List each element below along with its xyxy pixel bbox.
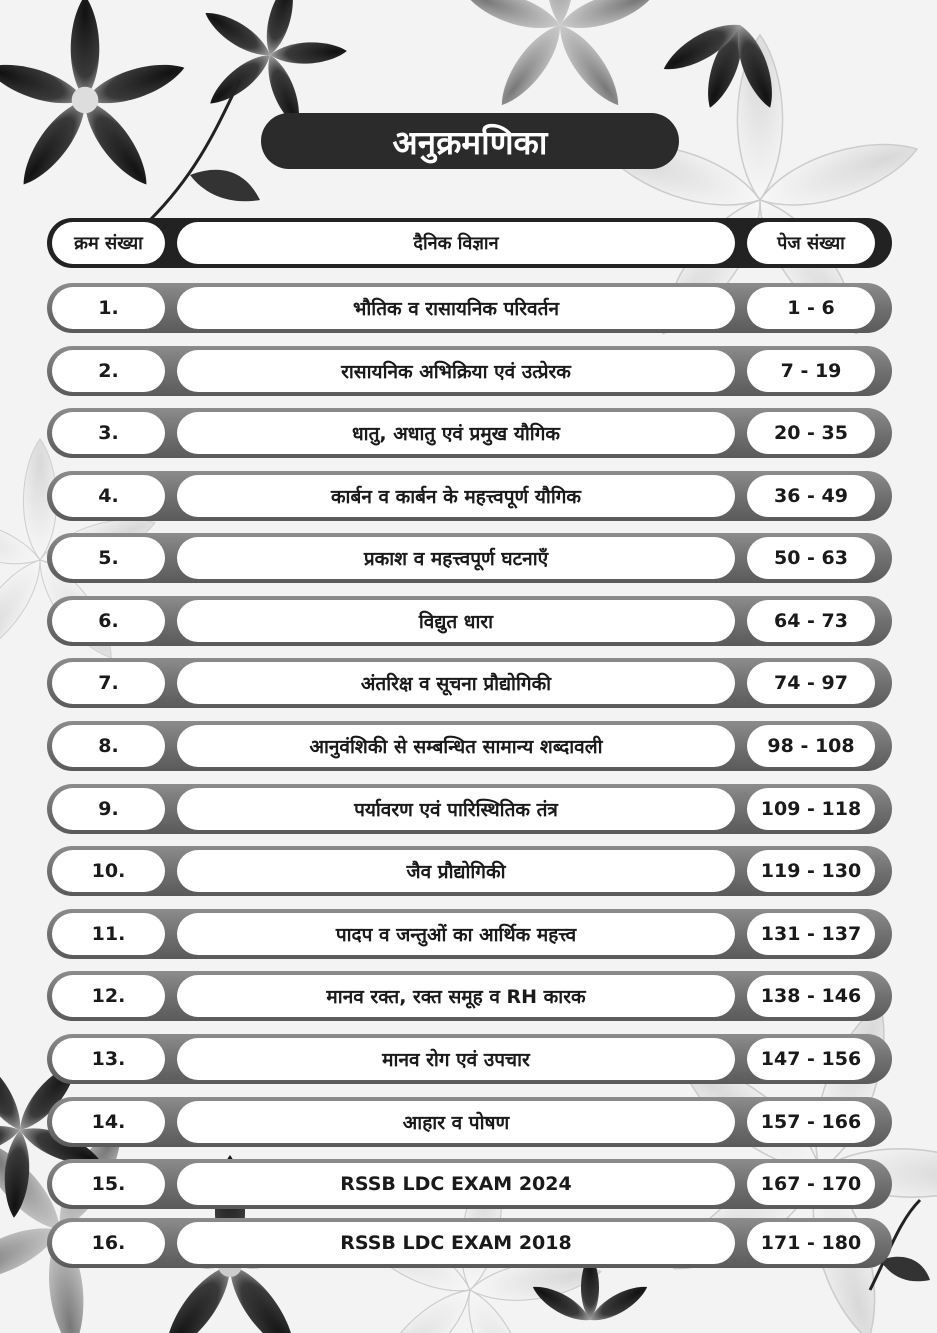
row-pages: 109 - 118 [747,788,875,830]
table-row[interactable] [47,846,892,896]
row-topic: जैव प्रौद्योगिकी [177,850,735,892]
row-pages: 36 - 49 [747,475,875,517]
table-row[interactable] [47,408,892,458]
row-number: 5. [52,537,165,579]
row-pages: 167 - 170 [747,1163,875,1205]
row-pages: 171 - 180 [747,1222,875,1264]
header-number: क्रम संख्या [52,222,165,264]
row-number: 8. [52,725,165,767]
table-row[interactable] [47,1218,892,1268]
row-pages: 157 - 166 [747,1101,875,1143]
row-pages: 138 - 146 [747,975,875,1017]
header-pages: पेज संख्या [747,222,875,264]
row-pages: 74 - 97 [747,662,875,704]
table-row[interactable] [47,971,892,1021]
row-topic: कार्बन व कार्बन के महत्त्वपूर्ण यौगिक [177,475,735,517]
row-topic: मानव रक्त, रक्त समूह व RH कारक [177,975,735,1017]
table-row[interactable] [47,533,892,583]
row-topic: भौतिक व रासायनिक परिवर्तन [177,287,735,329]
row-number: 10. [52,850,165,892]
row-number: 1. [52,287,165,329]
row-topic: विद्युत धारा [177,600,735,642]
row-number: 14. [52,1101,165,1143]
row-topic: धातु, अधातु एवं प्रमुख यौगिक [177,412,735,454]
table-row[interactable] [47,346,892,396]
row-pages: 50 - 63 [747,537,875,579]
row-topic: पादप व जन्तुओं का आर्थिक महत्त्व [177,913,735,955]
row-number: 15. [52,1163,165,1205]
row-number: 11. [52,913,165,955]
row-topic: अंतरिक्ष व सूचना प्रौद्योगिकी [177,662,735,704]
table-row[interactable] [47,784,892,834]
page-title: अनुक्रमणिका [261,113,679,169]
row-pages: 98 - 108 [747,725,875,767]
table-row[interactable] [47,658,892,708]
table-row[interactable] [47,1034,892,1084]
header-topic: दैनिक विज्ञान [177,222,735,264]
row-number: 13. [52,1038,165,1080]
row-number: 7. [52,662,165,704]
row-number: 6. [52,600,165,642]
row-pages: 147 - 156 [747,1038,875,1080]
table-row[interactable] [47,909,892,959]
row-number: 12. [52,975,165,1017]
row-topic: आहार व पोषण [177,1101,735,1143]
row-topic: पर्यावरण एवं पारिस्थितिक तंत्र [177,788,735,830]
row-pages: 20 - 35 [747,412,875,454]
table-row[interactable] [47,1159,892,1209]
row-number: 16. [52,1222,165,1264]
row-number: 3. [52,412,165,454]
row-topic: रासायनिक अभिक्रिया एवं उत्प्रेरक [177,350,735,392]
row-topic: मानव रोग एवं उपचार [177,1038,735,1080]
row-pages: 131 - 137 [747,913,875,955]
row-pages: 7 - 19 [747,350,875,392]
table-row[interactable] [47,721,892,771]
row-topic: आनुवंशिकी से सम्बन्धित सामान्य शब्दावली [177,725,735,767]
row-number: 4. [52,475,165,517]
row-number: 2. [52,350,165,392]
table-row[interactable] [47,596,892,646]
row-topic: RSSB LDC EXAM 2018 [177,1222,735,1264]
row-pages: 119 - 130 [747,850,875,892]
row-number: 9. [52,788,165,830]
table-header [47,218,892,268]
row-topic: RSSB LDC EXAM 2024 [177,1163,735,1205]
table-row[interactable] [47,471,892,521]
row-pages: 1 - 6 [747,287,875,329]
row-topic: प्रकाश व महत्त्वपूर्ण घटनाएँ [177,537,735,579]
table-row[interactable] [47,283,892,333]
row-pages: 64 - 73 [747,600,875,642]
table-row[interactable] [47,1097,892,1147]
